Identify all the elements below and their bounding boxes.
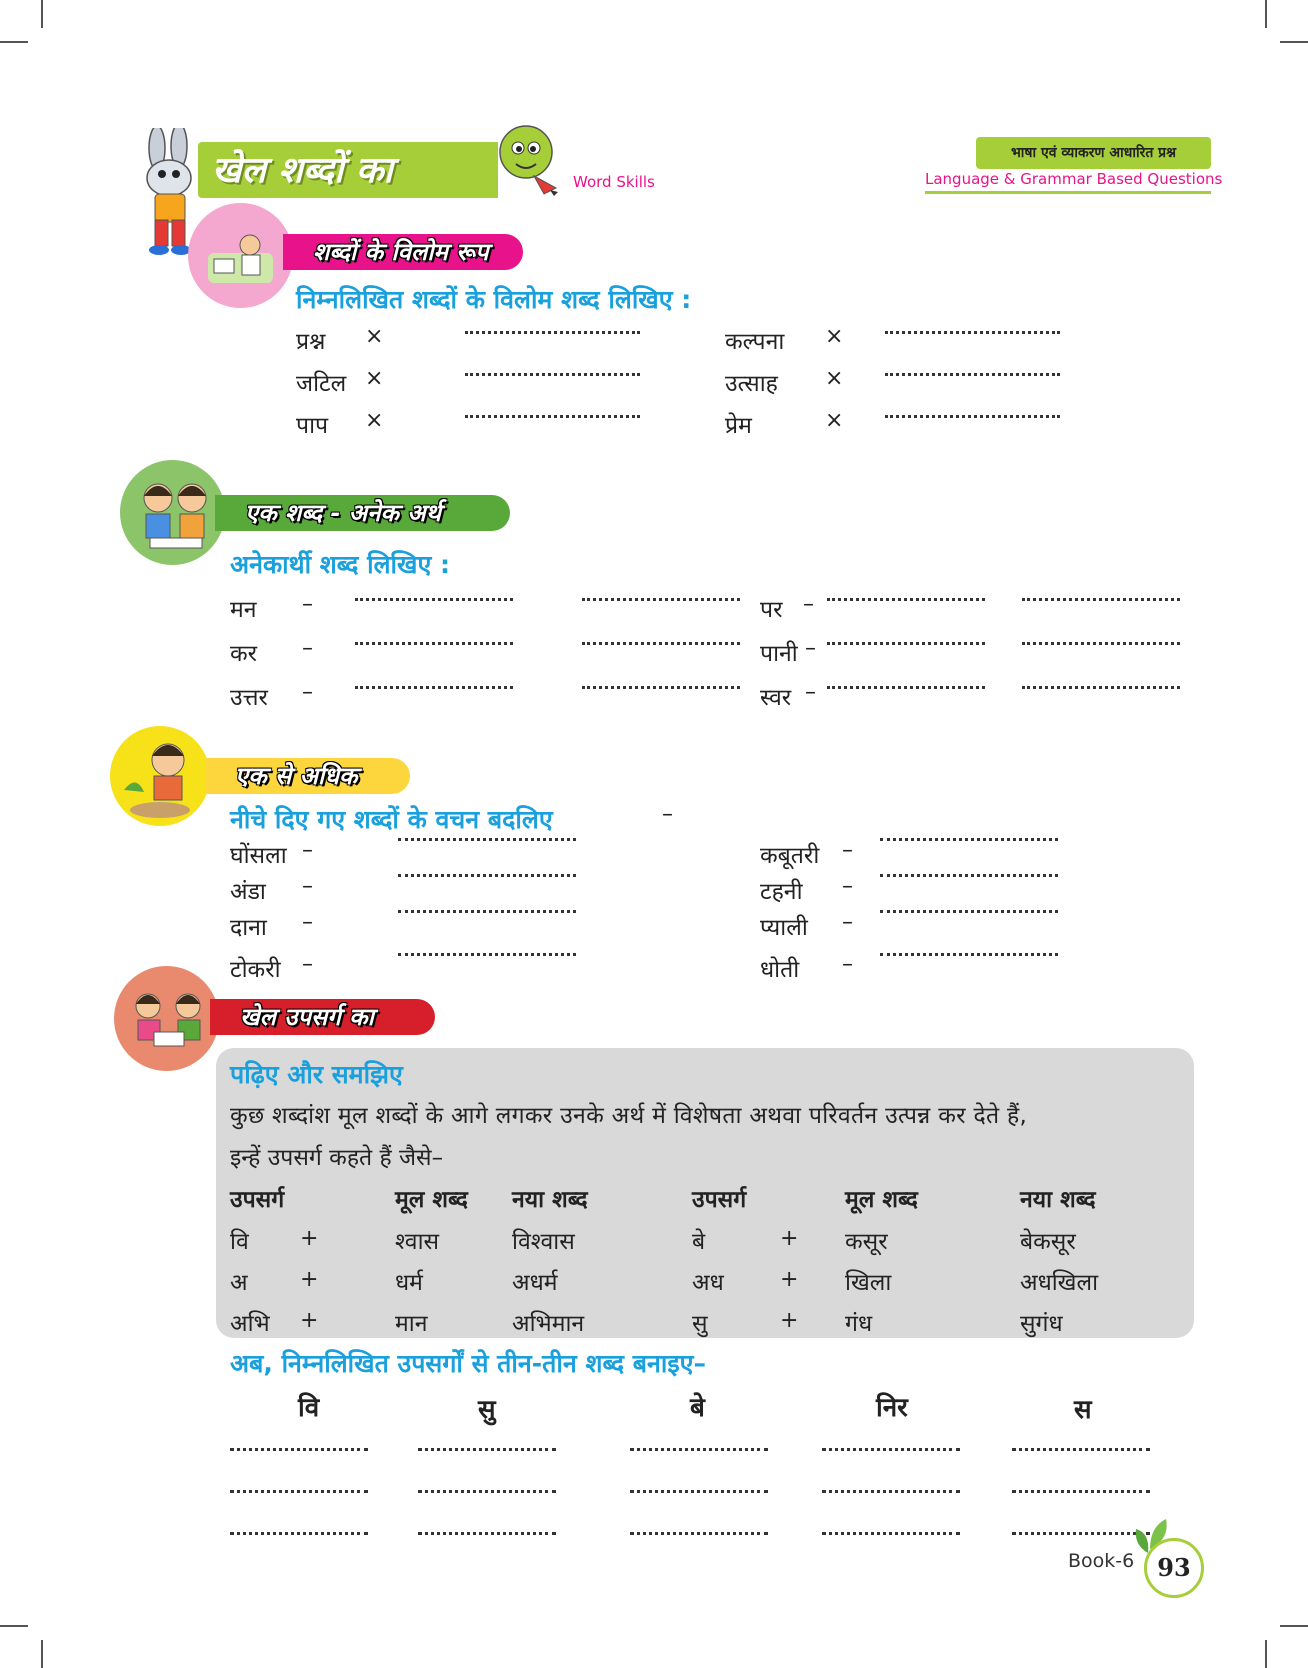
antonym-word: उत्साह bbox=[725, 371, 778, 397]
section2-instruction: अनेकार्थी शब्द लिखिए : bbox=[230, 550, 450, 579]
answer-blank[interactable] bbox=[880, 953, 1058, 956]
plus-symbol: + bbox=[300, 1308, 319, 1333]
answer-blank[interactable] bbox=[1012, 1490, 1150, 1493]
dash: – bbox=[805, 636, 816, 661]
table-cell: अ bbox=[230, 1270, 248, 1296]
table-cell: कसूर bbox=[845, 1229, 888, 1255]
section4-circle-illustration bbox=[114, 966, 219, 1071]
dash: – bbox=[842, 952, 853, 977]
example-paragraph-line1: कुछ शब्दांश मूल शब्दों के आगे लगकर उनके अर्थ में विशेषता अथवा परिवर्तन उत्पन्न कर देते हैं, bbox=[230, 1103, 1028, 1129]
table-cell: मान bbox=[395, 1311, 428, 1337]
answer-blank[interactable] bbox=[230, 1532, 368, 1535]
answer-blank[interactable] bbox=[822, 1490, 960, 1493]
number-word: अंडा bbox=[230, 879, 266, 905]
dash: – bbox=[302, 592, 313, 617]
answer-blank[interactable] bbox=[1022, 642, 1180, 645]
section2-circle-illustration bbox=[120, 460, 225, 565]
header-title: खेल शब्दों का bbox=[212, 150, 393, 191]
number-word: टोकरी bbox=[230, 957, 281, 983]
table-cell: सुगंध bbox=[1020, 1311, 1063, 1337]
number-word: कबूतरी bbox=[760, 843, 820, 869]
table-cell: अध bbox=[692, 1270, 724, 1296]
cross-symbol: × bbox=[365, 324, 384, 349]
answer-blank[interactable] bbox=[827, 642, 985, 645]
page-number: 93 bbox=[1157, 1553, 1191, 1582]
antonym-word: जटिल bbox=[296, 371, 347, 397]
answer-blank[interactable] bbox=[880, 838, 1058, 841]
polysemy-word: पर bbox=[760, 597, 783, 623]
answer-blank[interactable] bbox=[885, 373, 1060, 376]
table-cell: श्वास bbox=[395, 1229, 440, 1255]
answer-blank[interactable] bbox=[418, 1532, 556, 1535]
answer-blank[interactable] bbox=[465, 415, 640, 418]
number-word: दाना bbox=[230, 915, 267, 941]
table-cell: अधखिला bbox=[1020, 1270, 1099, 1296]
prefix-label: सु bbox=[478, 1395, 496, 1425]
plus-symbol: + bbox=[300, 1226, 319, 1251]
section4-title-pill: खेल उपसर्ग का bbox=[210, 999, 435, 1035]
answer-blank[interactable] bbox=[465, 331, 640, 334]
antonym-word: प्रश्न bbox=[296, 329, 326, 355]
header-subtitle: Word Skills bbox=[573, 173, 655, 191]
table-cell: विश्वास bbox=[512, 1229, 575, 1255]
section2-title-pill: एक शब्द - अनेक अर्थ bbox=[215, 495, 510, 531]
section1-circle-illustration bbox=[188, 203, 293, 308]
table-header: मूल शब्द bbox=[845, 1187, 918, 1213]
dash: – bbox=[805, 680, 816, 705]
table-cell: सु bbox=[692, 1311, 708, 1337]
answer-blank[interactable] bbox=[822, 1532, 960, 1535]
dash: – bbox=[302, 952, 313, 977]
section3-instruction-dash: – bbox=[662, 802, 673, 827]
table-cell: बे bbox=[692, 1229, 706, 1255]
table-header: नया शब्द bbox=[1020, 1187, 1096, 1213]
plus-symbol: + bbox=[780, 1267, 799, 1292]
cross-symbol: × bbox=[825, 324, 844, 349]
section1-instruction: निम्नलिखित शब्दों के विलोम शब्द लिखिए : bbox=[296, 285, 692, 314]
polysemy-word: स्वर bbox=[760, 685, 792, 711]
dash: – bbox=[302, 838, 313, 863]
table-cell: धर्म bbox=[395, 1270, 423, 1296]
dash: – bbox=[842, 910, 853, 935]
number-word: प्याली bbox=[760, 915, 808, 941]
answer-blank[interactable] bbox=[822, 1448, 960, 1451]
answer-blank[interactable] bbox=[880, 910, 1058, 913]
header-badge: भाषा एवं व्याकरण आधारित प्रश्न bbox=[976, 137, 1211, 169]
answer-blank[interactable] bbox=[880, 874, 1058, 877]
exercise-instruction: अब, निम्नलिखित उपसर्गों से तीन-तीन शब्द बनाइए– bbox=[230, 1349, 706, 1378]
dash: – bbox=[302, 874, 313, 899]
answer-blank[interactable] bbox=[355, 598, 513, 601]
polysemy-word: मन bbox=[230, 597, 257, 623]
number-word: टहनी bbox=[760, 879, 803, 905]
answer-blank[interactable] bbox=[398, 838, 576, 841]
example-paragraph-line2: इन्हें उपसर्ग कहते हैं जैसे– bbox=[230, 1145, 444, 1171]
table-cell: गंध bbox=[845, 1311, 873, 1337]
dash: – bbox=[302, 910, 313, 935]
answer-blank[interactable] bbox=[398, 874, 576, 877]
example-box-title: पढ़िए और समझिए bbox=[230, 1060, 403, 1089]
prefix-label: बे bbox=[690, 1393, 705, 1423]
prefix-label: निर bbox=[876, 1393, 908, 1423]
table-header: उपसर्ग bbox=[230, 1187, 285, 1213]
dash: – bbox=[302, 636, 313, 661]
answer-blank[interactable] bbox=[827, 686, 985, 689]
table-cell: वि bbox=[230, 1229, 249, 1255]
answer-blank[interactable] bbox=[418, 1490, 556, 1493]
answer-blank[interactable] bbox=[398, 910, 576, 913]
polysemy-word: कर bbox=[230, 641, 258, 667]
antonym-word: कल्पना bbox=[725, 329, 785, 355]
antonym-word: पाप bbox=[296, 413, 329, 439]
table-header: नया शब्द bbox=[512, 1187, 588, 1213]
answer-blank[interactable] bbox=[1022, 686, 1180, 689]
footer-book-label: Book-6 bbox=[1068, 1550, 1135, 1572]
pencil-mascot-icon bbox=[494, 118, 564, 198]
answer-blank[interactable] bbox=[355, 642, 513, 645]
cross-symbol: × bbox=[365, 408, 384, 433]
answer-blank[interactable] bbox=[582, 598, 740, 601]
plus-symbol: + bbox=[780, 1226, 799, 1251]
answer-blank[interactable] bbox=[230, 1448, 368, 1451]
answer-blank[interactable] bbox=[885, 331, 1060, 334]
section3-instruction: नीचे दिए गए शब्दों के वचन बदलिए bbox=[230, 805, 553, 834]
polysemy-word: उत्तर bbox=[230, 685, 268, 711]
table-cell: अधर्म bbox=[512, 1270, 558, 1296]
cross-symbol: × bbox=[825, 408, 844, 433]
plus-symbol: + bbox=[300, 1267, 319, 1292]
answer-blank[interactable] bbox=[582, 642, 740, 645]
answer-blank[interactable] bbox=[582, 686, 740, 689]
dash: – bbox=[302, 680, 313, 705]
section3-circle-illustration bbox=[110, 726, 210, 826]
plus-symbol: + bbox=[780, 1308, 799, 1333]
polysemy-word: पानी bbox=[760, 641, 798, 667]
prefix-label: स bbox=[1074, 1395, 1092, 1425]
answer-blank[interactable] bbox=[630, 1532, 768, 1535]
number-word: घोंसला bbox=[230, 843, 287, 869]
section3-title-pill: एक से अधिक bbox=[205, 758, 410, 794]
answer-blank[interactable] bbox=[827, 598, 985, 601]
answer-blank[interactable] bbox=[630, 1448, 768, 1451]
number-word: धोती bbox=[760, 957, 800, 983]
header-rule bbox=[925, 191, 1211, 194]
answer-blank[interactable] bbox=[398, 953, 576, 956]
header-badge-subtitle: Language & Grammar Based Questions bbox=[925, 170, 1223, 188]
table-header: मूल शब्द bbox=[395, 1187, 468, 1213]
prefix-label: वि bbox=[298, 1393, 320, 1423]
dash: – bbox=[803, 592, 814, 617]
antonym-word: प्रेम bbox=[725, 413, 752, 439]
cross-symbol: × bbox=[365, 366, 384, 391]
answer-blank[interactable] bbox=[230, 1490, 368, 1493]
answer-blank[interactable] bbox=[1012, 1448, 1150, 1451]
table-cell: अभिमान bbox=[512, 1311, 585, 1337]
answer-blank[interactable] bbox=[355, 686, 513, 689]
table-cell: बेकसूर bbox=[1020, 1229, 1076, 1255]
dash: – bbox=[842, 838, 853, 863]
section1-title-pill: शब्दों के विलोम रूप bbox=[283, 234, 523, 270]
answer-blank[interactable] bbox=[885, 415, 1060, 418]
answer-blank[interactable] bbox=[418, 1448, 556, 1451]
table-cell: अभि bbox=[230, 1311, 270, 1337]
table-header: उपसर्ग bbox=[692, 1187, 747, 1213]
answer-blank[interactable] bbox=[465, 373, 640, 376]
table-cell: खिला bbox=[845, 1270, 892, 1296]
cross-symbol: × bbox=[825, 366, 844, 391]
answer-blank[interactable] bbox=[630, 1490, 768, 1493]
dash: – bbox=[842, 874, 853, 899]
answer-blank[interactable] bbox=[1022, 598, 1180, 601]
